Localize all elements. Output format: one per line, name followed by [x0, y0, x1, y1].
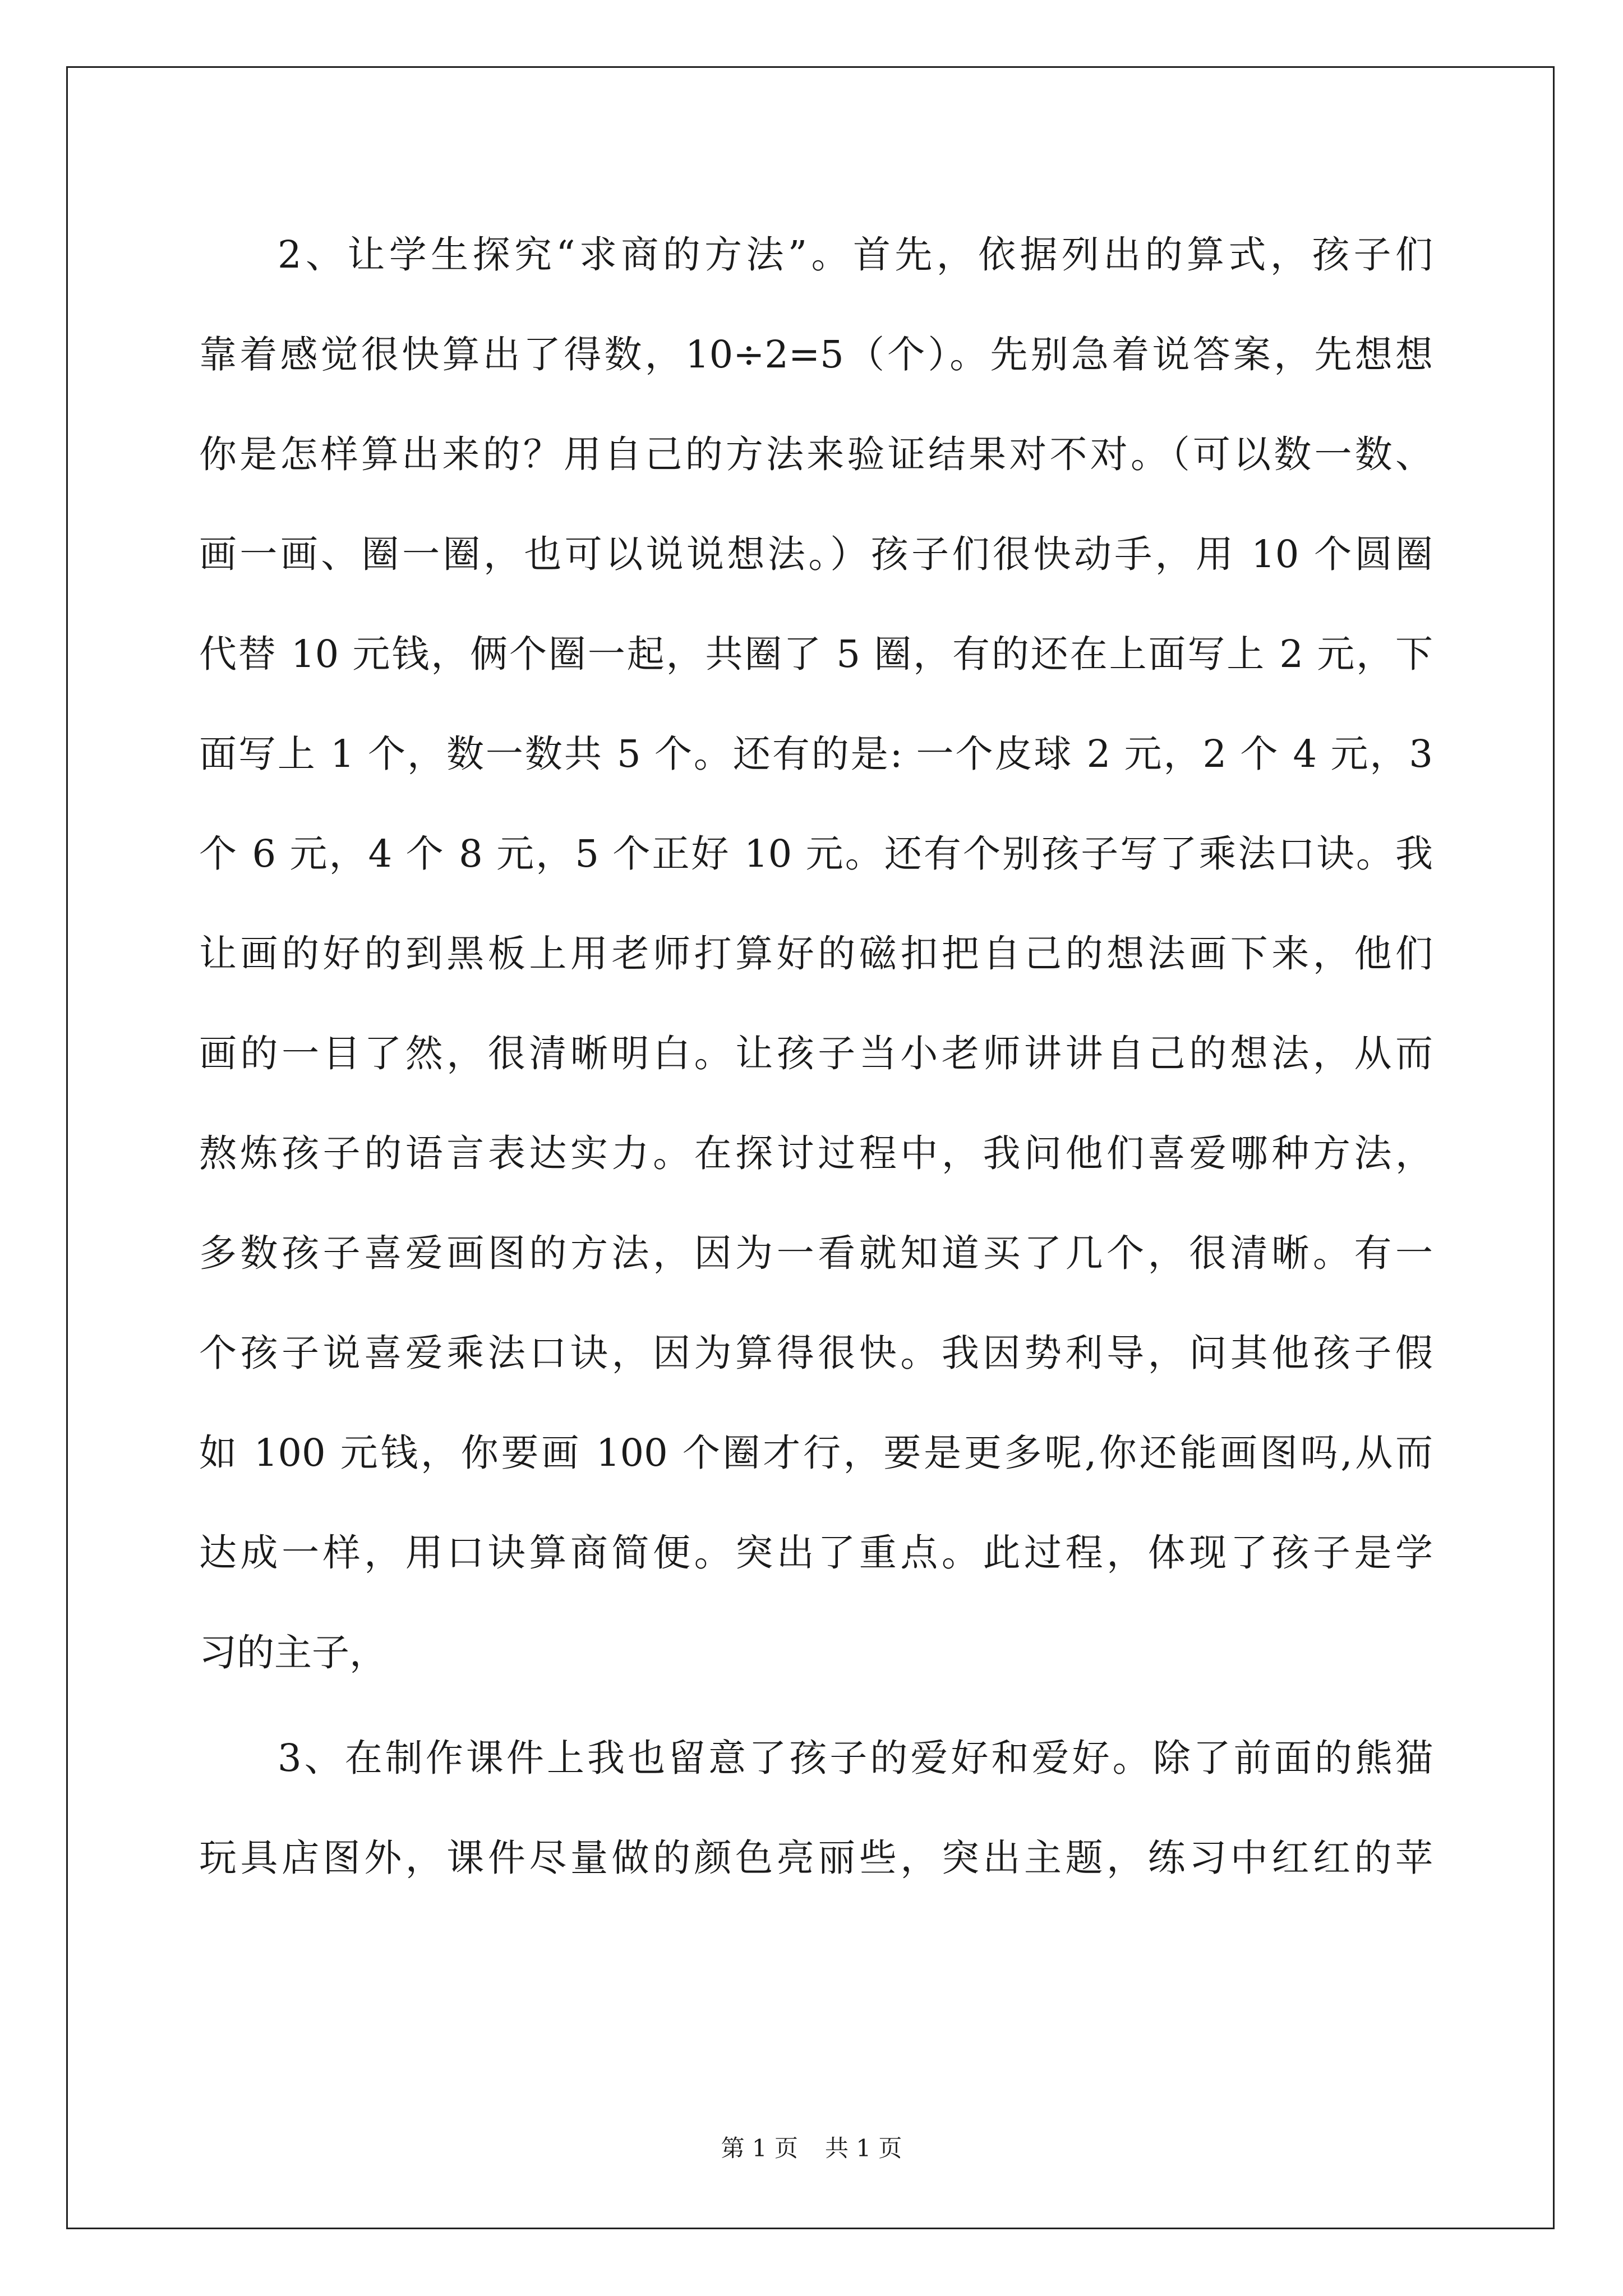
paragraph-1-line-8: 让画的好的到黑板上用老师打算好的磁扣把自己的想法画下来，他们: [199, 932, 1433, 976]
paragraph-1-line-1: 2、让学生探究“求商的方法”。首先，依据列出的算式，孩子们: [278, 233, 1433, 277]
paragraph-1-line-7: 个 6 元，4 个 8 元，5 个正好 10 元。还有个别孩子写了乘法口诀。我: [199, 832, 1433, 876]
page-number-current: 第 1 页: [721, 2134, 798, 2162]
paragraph-1-line-2: 靠着感觉很快算出了得数，10÷2=5（个）。先别急着说答案，先想想: [199, 333, 1433, 376]
paragraph-1-line-4: 画一画、圈一圈，也可以说说想法。）孩子们很快动手，用 10 个圆圈: [199, 532, 1433, 576]
paragraph-1-line-6: 面写上 1 个，数一数共 5 个。还有的是: 一个皮球 2 元，2 个 4 元，3: [199, 732, 1433, 776]
paragraph-1-line-15: 习的主子，: [199, 1631, 387, 1674]
paragraph-1-line-10: 熬炼孩子的语言表达实力。在探讨过程中，我问他们喜爱哪种方法，: [199, 1131, 1433, 1175]
document-body: [199, 205, 1433, 1908]
paragraph-spacer: [199, 1703, 1433, 1708]
paragraph-1-line-11: 多数孩子喜爱画图的方法，因为一看就知道买了几个，很清晰。有一: [199, 1231, 1433, 1275]
paragraph-1-line-14: 达成一样，用口诀算商简便。突出了重点。此过程，体现了孩子是学: [199, 1531, 1433, 1575]
paragraph-1-line-3: 你是怎样算出来的？用自己的方法来验证结果对不对。（可以数一数、: [199, 432, 1433, 476]
paragraph-1-line-9: 画的一目了然，很清晰明白。让孩子当小老师讲讲自己的想法，从而: [199, 1032, 1433, 1075]
page-footer: [0, 2132, 1623, 2165]
paragraph-1-line-13: 如 100 元钱，你要画 100 个圈才行，要是更多呢,你还能画图吗,从而: [199, 1431, 1433, 1475]
page-number-total: 共 1 页: [825, 2134, 902, 2162]
paragraph-2-line-1: 3、在制作课件上我也留意了孩子的爱好和爱好。除了前面的熊猫: [278, 1736, 1433, 1780]
paragraph-1-line-12: 个孩子说喜爱乘法口诀，因为算得很快。我因势利导，问其他孩子假: [199, 1331, 1433, 1375]
paragraph-2-line-2: 玩具店图外，课件尽量做的颜色亮丽些，突出主题，练习中红红的苹: [199, 1836, 1433, 1880]
paragraph-1-line-5: 代替 10 元钱，俩个圈一起，共圈了 5 圈，有的还在上面写上 2 元，下: [199, 632, 1433, 676]
